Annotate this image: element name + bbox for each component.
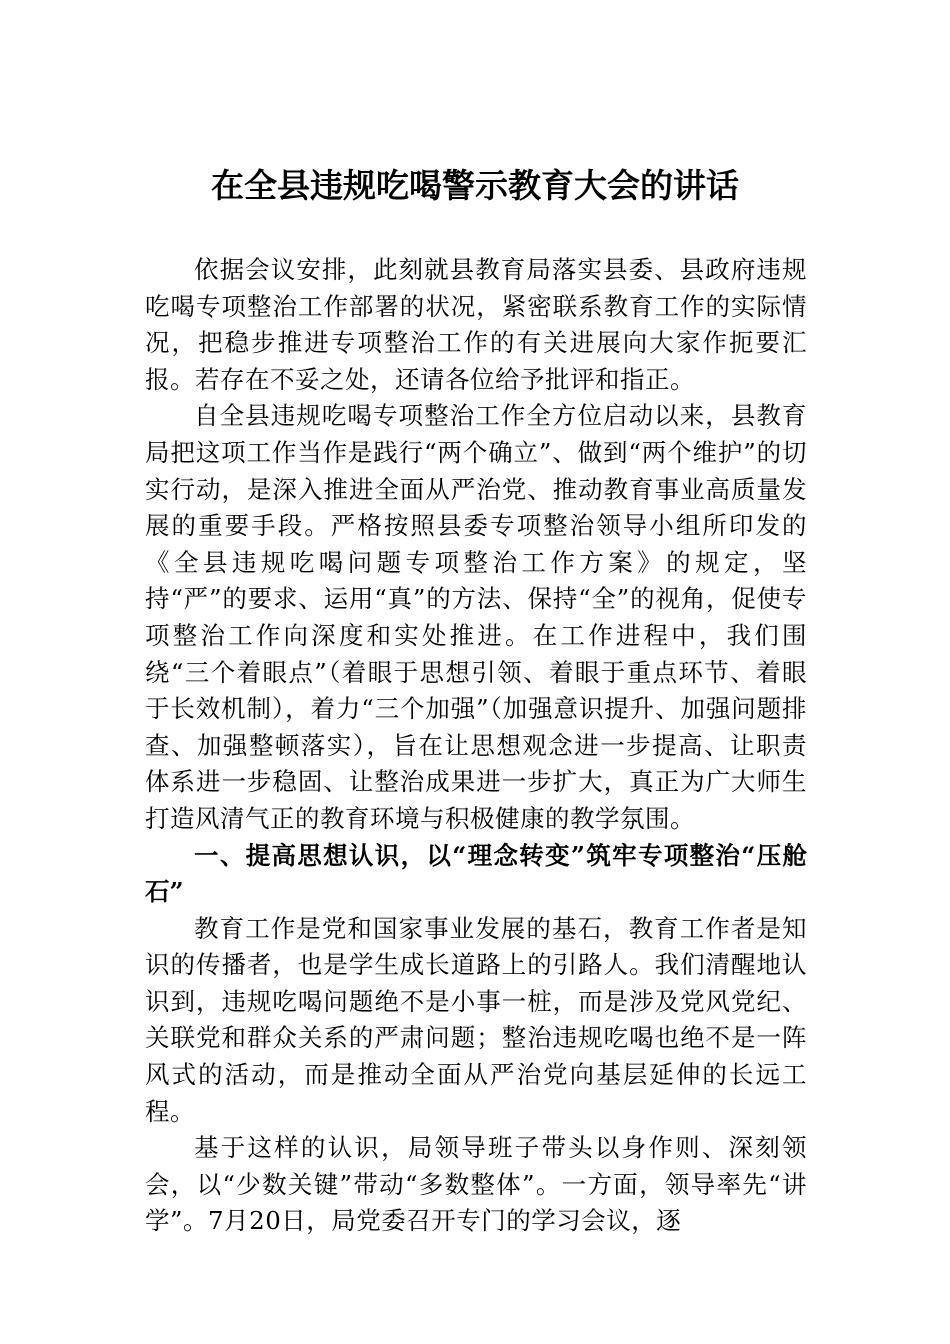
paragraph-section1-b: 基于这样的认识，局领导班子带头以身作则、深刻领会，以“少数关键”带动“多数整体”。一方面，领导率先“讲学”。7月20日，局党委召开专门的学习会议，逐: [145, 1133, 807, 1236]
paragraph-section1-a: 教育工作是党和国家事业发展的基石，教育工作者是知识的传播者，也是学生成长道路上的引路人。我们清醒地认识到，违规吃喝问题绝不是小事一桩，而是涉及党风党纪、关联党和群众关系的严肃问题；整治违规吃喝也绝不是一阵风式的活动，而是推动全面从严治党向基层延伸的长远工程。: [145, 913, 807, 1126]
section-heading-1: 一、提高思想认识，以“理念转变”筑牢专项整治“压舱石”: [145, 840, 807, 907]
paragraph-intro: 依据会议安排，此刻就县教育局落实县委、县政府违规吃喝专项整治工作部署的状况，紧密联系教育工作的实际情况，把稳步推进专项整治工作的有关进展向大家作扼要汇报。若存在不妥之处，还请各位给予批评和指正。: [145, 255, 807, 394]
document-body: [145, 252, 807, 1240]
document-title: 在全县违规吃喝警示教育大会的讲话: [211, 166, 739, 205]
paragraph-overview: 自全县违规吃喝专项整治工作全方位启动以来，县教育局把这项工作当作是践行“两个确立”、做到“两个维护”的切实行动，是深入推进全面从严治党、推动教育事业高质量发展的重要手段。严格按照县委专项整治领导小组所印发的《全县违规吃喝问题专项整治工作方案》的规定，坚持“严”的要求、运用“真”的方法、保持“全”的视角，促使专项整治工作向深度和实处推进。在工作进程中，我们围绕“三个着眼点”（着眼于思想引领、着眼于重点环节、着眼于长效机制），着力“三个加强”（加强意识提升、加强问题排查、加强整顿落实），旨在让思想观念进一步提高、让职责体系进一步稳固、让整治成果进一步扩大，真正为广大师生打造风清气正的教育环境与积极健康的教学氛围。: [145, 401, 807, 833]
